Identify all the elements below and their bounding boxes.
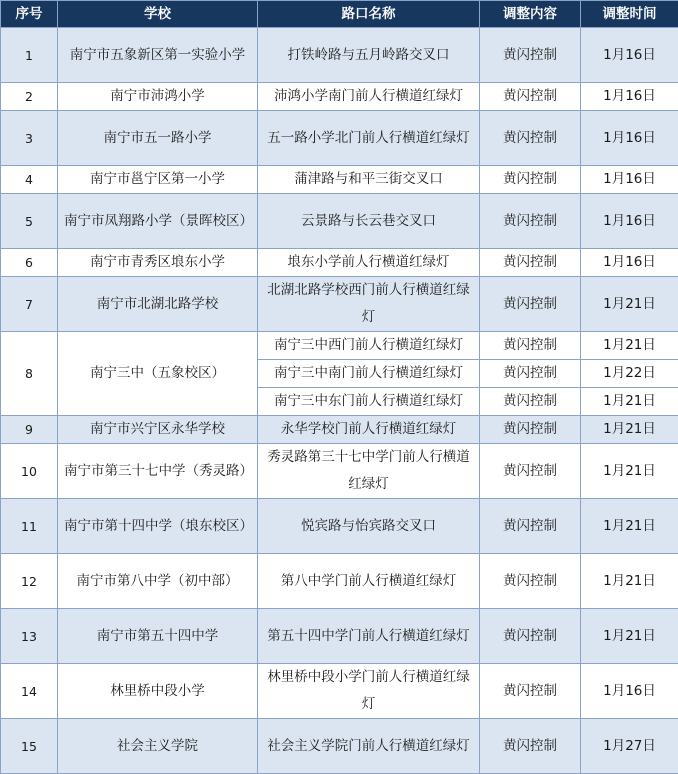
cell-time: 1月16日 <box>581 249 678 277</box>
cell-crossing: 南宁三中西门前人行横道红绿灯 <box>258 332 480 360</box>
cell-seq: 15 <box>1 719 58 774</box>
cell-adjust: 黄闪控制 <box>480 28 581 83</box>
cell-time: 1月21日 <box>581 499 678 554</box>
cell-adjust: 黄闪控制 <box>480 194 581 249</box>
cell-school: 南宁市五一路小学 <box>58 111 258 166</box>
cell-time: 1月21日 <box>581 277 678 332</box>
cell-adjust: 黄闪控制 <box>480 554 581 609</box>
table-row <box>1 499 678 554</box>
cell-adjust: 黄闪控制 <box>480 719 581 774</box>
cell-adjust: 黄闪控制 <box>480 360 581 388</box>
cell-crossing: 悦宾路与怡宾路交叉口 <box>258 499 480 554</box>
table-row <box>1 416 678 444</box>
cell-crossing: 打铁岭路与五月岭路交叉口 <box>258 28 480 83</box>
cell-school: 南宁市凤翔路小学（景晖校区） <box>58 194 258 249</box>
header-time: 调整时间 <box>581 1 678 28</box>
table-row <box>1 609 678 664</box>
cell-seq: 10 <box>1 444 58 499</box>
table-row <box>1 332 678 360</box>
cell-school: 南宁市兴宁区永华学校 <box>58 416 258 444</box>
cell-seq: 5 <box>1 194 58 249</box>
cell-crossing: 沛鸿小学南门前人行横道红绿灯 <box>258 83 480 111</box>
cell-school: 南宁市第三十七中学（秀灵路） <box>58 444 258 499</box>
cell-school: 林里桥中段小学 <box>58 664 258 719</box>
cell-adjust: 黄闪控制 <box>480 664 581 719</box>
cell-time: 1月16日 <box>581 664 678 719</box>
cell-crossing: 云景路与长云巷交叉口 <box>258 194 480 249</box>
table-row <box>1 664 678 719</box>
table-row <box>1 166 678 194</box>
cell-seq: 1 <box>1 28 58 83</box>
header-seq: 序号 <box>1 1 58 28</box>
cell-adjust: 黄闪控制 <box>480 444 581 499</box>
header-adjust: 调整内容 <box>480 1 581 28</box>
cell-adjust: 黄闪控制 <box>480 499 581 554</box>
cell-seq: 9 <box>1 416 58 444</box>
cell-seq: 14 <box>1 664 58 719</box>
cell-seq: 12 <box>1 554 58 609</box>
cell-adjust: 黄闪控制 <box>480 111 581 166</box>
table-row <box>1 444 678 499</box>
cell-school: 南宁市第十四中学（埌东校区） <box>58 499 258 554</box>
cell-seq: 11 <box>1 499 58 554</box>
cell-time: 1月21日 <box>581 332 678 360</box>
table-row <box>1 28 678 83</box>
cell-time: 1月16日 <box>581 111 678 166</box>
cell-time: 1月16日 <box>581 28 678 83</box>
cell-adjust: 黄闪控制 <box>480 609 581 664</box>
cell-time: 1月21日 <box>581 444 678 499</box>
cell-adjust: 黄闪控制 <box>480 166 581 194</box>
cell-crossing: 永华学校门前人行横道红绿灯 <box>258 416 480 444</box>
cell-time: 1月16日 <box>581 83 678 111</box>
cell-crossing: 林里桥中段小学门前人行横道红绿灯 <box>258 664 480 719</box>
cell-adjust: 黄闪控制 <box>480 249 581 277</box>
cell-adjust: 黄闪控制 <box>480 332 581 360</box>
cell-crossing: 第五十四中学门前人行横道红绿灯 <box>258 609 480 664</box>
cell-seq: 7 <box>1 277 58 332</box>
cell-adjust: 黄闪控制 <box>480 388 581 416</box>
table-row <box>1 83 678 111</box>
cell-school: 南宁市第八中学（初中部） <box>58 554 258 609</box>
cell-time: 1月21日 <box>581 416 678 444</box>
cell-seq: 2 <box>1 83 58 111</box>
cell-seq: 8 <box>1 332 58 416</box>
table-row <box>1 554 678 609</box>
cell-time: 1月21日 <box>581 554 678 609</box>
cell-time: 1月21日 <box>581 609 678 664</box>
cell-time: 1月21日 <box>581 388 678 416</box>
table-body <box>1 28 678 774</box>
cell-school: 南宁市北湖北路学校 <box>58 277 258 332</box>
cell-school: 南宁三中（五象校区） <box>58 332 258 416</box>
cell-time: 1月27日 <box>581 719 678 774</box>
cell-adjust: 黄闪控制 <box>480 277 581 332</box>
cell-crossing: 蒲津路与和平三街交叉口 <box>258 166 480 194</box>
cell-crossing: 南宁三中东门前人行横道红绿灯 <box>258 388 480 416</box>
table-row <box>1 719 678 774</box>
cell-crossing: 南宁三中南门前人行横道红绿灯 <box>258 360 480 388</box>
cell-school: 南宁市邕宁区第一小学 <box>58 166 258 194</box>
cell-crossing: 北湖北路学校西门前人行横道红绿灯 <box>258 277 480 332</box>
cell-seq: 6 <box>1 249 58 277</box>
table-row <box>1 277 678 332</box>
cell-seq: 13 <box>1 609 58 664</box>
cell-school: 社会主义学院 <box>58 719 258 774</box>
cell-crossing: 秀灵路第三十七中学门前人行横道红绿灯 <box>258 444 480 499</box>
table-row <box>1 249 678 277</box>
cell-time: 1月16日 <box>581 194 678 249</box>
cell-time: 1月22日 <box>581 360 678 388</box>
cell-school: 南宁市第五十四中学 <box>58 609 258 664</box>
cell-seq: 3 <box>1 111 58 166</box>
cell-adjust: 黄闪控制 <box>480 83 581 111</box>
header-crossing: 路口名称 <box>258 1 480 28</box>
header-school: 学校 <box>58 1 258 28</box>
cell-crossing: 第八中学门前人行横道红绿灯 <box>258 554 480 609</box>
cell-seq: 4 <box>1 166 58 194</box>
cell-crossing: 社会主义学院门前人行横道红绿灯 <box>258 719 480 774</box>
cell-crossing: 五一路小学北门前人行横道红绿灯 <box>258 111 480 166</box>
cell-school: 南宁市沛鸿小学 <box>58 83 258 111</box>
cell-school: 南宁市青秀区埌东小学 <box>58 249 258 277</box>
cell-crossing: 埌东小学前人行横道红绿灯 <box>258 249 480 277</box>
cell-time: 1月16日 <box>581 166 678 194</box>
cell-adjust: 黄闪控制 <box>480 416 581 444</box>
cell-school: 南宁市五象新区第一实验小学 <box>58 28 258 83</box>
table-row <box>1 111 678 166</box>
table-row <box>1 194 678 249</box>
table-header-row <box>1 1 678 28</box>
